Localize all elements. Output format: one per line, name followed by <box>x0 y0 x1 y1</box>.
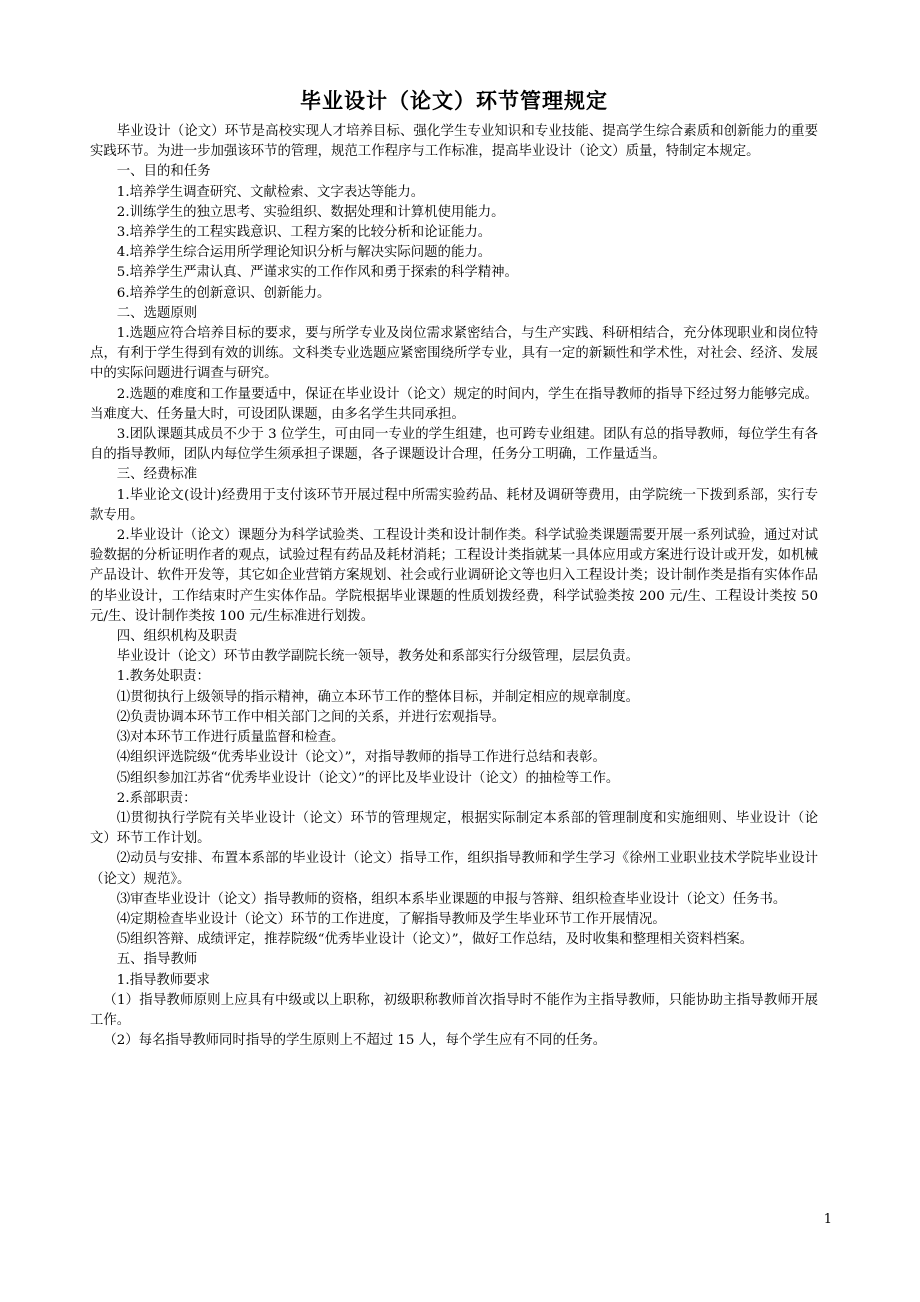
paragraph: 毕业设计（论文）环节是高校实现人才培养目标、强化学生专业知识和专业技能、提高学生综合素质和创新能力的重要实践环节。为进一步加强该环节的管理，规范工作程序与工作标准，提高毕业设计（论文）质量，特制定本规定。 <box>90 124 818 160</box>
paragraph: 毕业设计（论文）环节由教学副院长统一领导，教务处和系部实行分级管理，层层负责。 <box>116 649 640 665</box>
paragraph: 2.选题的难度和工作量要适中，保证在毕业设计（论文）规定的时间内，学生在指导教师的指导下经过努力能够完成。当难度大、任务量大时，可设团队课题，由多名学生共同承担。 <box>90 386 818 422</box>
paragraph: ⑴贯彻执行学院有关毕业设计（论文）环节的管理规定，根据实际制定本系部的管理制度和实施细则、毕业设计（论文）环节工作计划。 <box>90 810 818 847</box>
paragraph: ⑴贯彻执行上级领导的指示精神，确立本环节工作的整体目标，并制定相应的规章制度。 <box>116 689 640 705</box>
paragraph: 1.指导教师要求 <box>116 972 210 988</box>
paragraph: ⑸组织参加江苏省“优秀毕业设计（论文）”的评比及毕业设计（论文）的抽检等工作。 <box>116 770 620 786</box>
paragraph: ⑶审查毕业设计（论文）指导教师的资格，组织本系毕业课题的申报与答辩、组织检查毕业设计（论文）任务书。 <box>116 891 787 907</box>
paragraph: 3.团队课题其成员不少于 3 位学生，可由同一专业的学生组建，也可跨专业组建。团队有总的指导教师，每位学生有各自的指导教师，团队内每位学生须承担子课题，各子课题设计合理，任务分工明确，工作量适当。 <box>90 427 818 463</box>
paragraph: 2.毕业设计（论文）课题分为科学试验类、工程设计类和设计制作类。科学试验类课题需要开展一系列试验，通过对试验数据的分析证明作者的观点，试验过程有药品及耗材消耗；工程设计类指就某一具体应用或方案进行设计或开发，如机械产品设计、软件开发等，其它如企业营销方案规划、社会或行业调研论文等也归入工程设计类；设计制作类是指有实体作品的毕业设计，工作结束时产生实体作品。学院根据毕业课题的性质划拨经费，科学试验类按 200 元/生、工程设计类按 50 元/生、设计制作类按 100 元/生标准进行划拨。 <box>90 528 818 624</box>
paragraph: 1.毕业论文(设计)经费用于支付该环节开展过程中所需实验药品、耗材及调研等费用，由学院统一下拨到系部，实行专款专用。 <box>90 487 818 523</box>
paragraph: ⑶对本环节工作进行质量监督和检查。 <box>116 730 345 746</box>
paragraph: ⑷组织评选院级“优秀毕业设计（论文）”，对指导教师的指导工作进行总结和表彰。 <box>116 750 606 766</box>
page-number: 1 <box>823 1212 832 1227</box>
paragraph: 4.培养学生综合运用所学理论知识分析与解决实际问题的能力。 <box>116 245 492 261</box>
paragraph: 2.训练学生的独立思考、实验组织、数据处理和计算机使用能力。 <box>116 204 505 220</box>
section-heading: 三、经费标准 <box>116 467 198 483</box>
paragraph: ⑸组织答辩、成绩评定，推荐院级“优秀毕业设计（论文）”，做好工作总结，及时收集和整理相关资料档案。 <box>116 932 754 948</box>
section-heading: 四、组织机构及职责 <box>116 629 238 645</box>
paragraph: ⑷定期检查毕业设计（论文）环节的工作进度，了解指导教师及学生毕业环节工作开展情况。 <box>116 911 666 927</box>
paragraph: 3.培养学生的工程实践意识、工程方案的比较分析和论证能力。 <box>116 225 492 241</box>
paragraph: 5.培养学生严肃认真、严谨求实的工作作风和勇于探索的科学精神。 <box>116 265 518 281</box>
paragraph: 6.培养学生的创新意识、创新能力。 <box>116 285 331 301</box>
section-heading: 一、目的和任务 <box>116 164 211 180</box>
paragraph: 2.系部职责： <box>116 790 197 806</box>
document-body <box>90 122 818 1051</box>
paragraph: ⑵动员与安排、布置本系部的毕业设计（论文）指导工作，组织指导教师和学生学习《徐州工业职业技术学院毕业设计（论文）规范》。 <box>90 851 818 887</box>
section-heading: 五、指导教师 <box>116 952 198 968</box>
document-title: 毕业设计（论文）环节管理规定 <box>300 89 608 113</box>
paragraph: 1.选题应符合培养目标的要求，要与所学专业及岗位需求紧密结合，与生产实践、科研相结合，充分体现职业和岗位特点，有利于学生得到有效的训练。文科类专业选题应紧密围绕所学专业，具有一定的新颖性和学术性，对社会、经济、发展中的实际问题进行调查与研究。 <box>90 326 818 382</box>
paragraph: ⑵负责协调本环节工作中相关部门之间的关系，并进行宏观指导。 <box>116 709 506 725</box>
paragraph: （1）指导教师原则上应具有中级或以上职称，初级职称教师首次指导时不能作为主指导教师，只能协助主指导教师开展工作。 <box>90 992 818 1028</box>
paragraph: 1.培养学生调查研究、文献检索、文字表达等能力。 <box>116 184 425 200</box>
paragraph: 1.教务处职责： <box>116 669 210 685</box>
section-heading: 二、选题原则 <box>116 305 198 321</box>
paragraph: （2）每名指导教师同时指导的学生原则上不超过 15 人，每个学生应有不同的任务。 <box>103 1033 607 1049</box>
